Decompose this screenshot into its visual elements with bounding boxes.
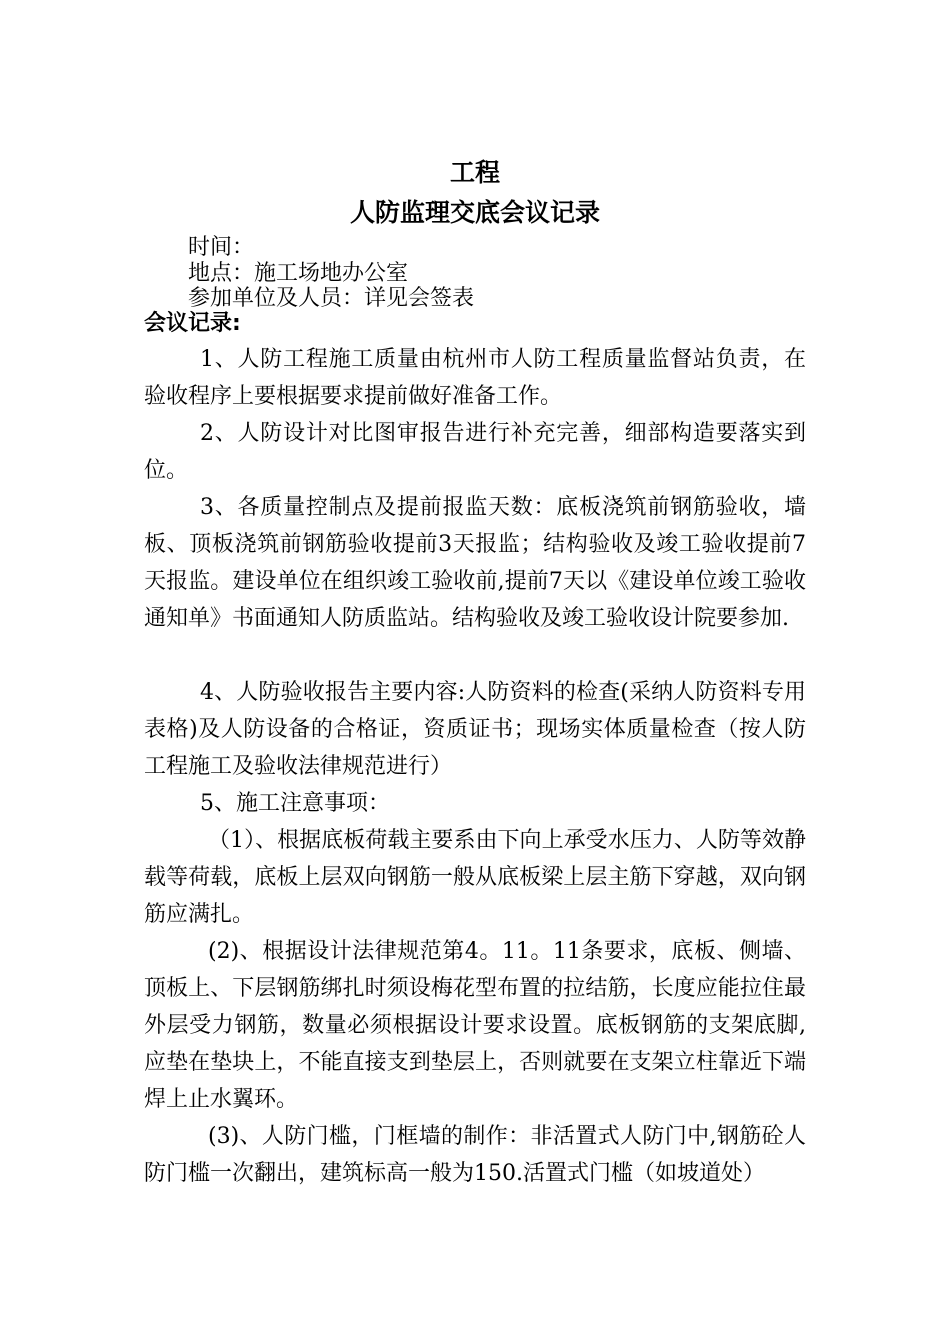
meeting-place: 地点：施工场地办公室 — [188, 261, 409, 286]
paragraph-7: (2)、根据设计法律规范第4。11。11条要求，底板、侧墙、顶板上、下层钢筋绑扎时须设梅花型布置的拉结筋，长度应能拉住最外层受力钢筋，数量必须根据设计要求设置。底板钢筋的支架底脚,应垫在垫块上，不能直接支到垫层上，否则就要在支架立柱靠近下端焊上止水翼环。 — [144, 939, 806, 1112]
document-title: 工程 — [449, 158, 500, 187]
document-subtitle: 人防监理交底会议记录 — [349, 198, 600, 227]
meeting-participants: 参加单位及人员：详见会签表 — [188, 286, 475, 311]
meeting-time: 时间： — [188, 235, 255, 260]
paragraph-2: 2、人防设计对比图审报告进行补充完善，细部构造要落实到位。 — [144, 421, 806, 483]
paragraph-3: 3、各质量控制点及提前报监天数：底板浇筑前钢筋验收，墙板、顶板浇筑前钢筋验收提前3天报监；结构验收及竣工验收提前7天报监。建设单位在组织竣工验收前,提前7天以《建设单位竣工验收通知单》书面通知人防质监站。结构验收及竣工验收设计院要参加. — [144, 495, 806, 631]
paragraph-4: 4、人防验收报告主要内容:人防资料的检查(采纳人防资料专用表格)及人防设备的合格证，资质证书；现场实体质量检查（按人防工程施工及验收法律规范进行） — [144, 680, 806, 779]
paragraph-6: （1）、根据底板荷载主要系由下向上承受水压力、人防等效静载等荷载，底板上层双向钢筋一般从底板梁上层主筋下穿越，双向钢筋应满扎。 — [144, 828, 806, 927]
paragraph-1: 1、人防工程施工质量由杭州市人防工程质量监督站负责，在验收程序上要根据要求提前做好准备工作。 — [144, 347, 806, 409]
section-heading: 会议记录: — [144, 311, 241, 336]
paragraph-5: 5、施工注意事项： — [200, 791, 390, 816]
paragraph-8: (3)、人防门槛，门框墙的制作：非活置式人防门中,钢筋砼人防门槛一次翻出，建筑标高一般为150.活置式门槛（如坡道处） — [144, 1124, 806, 1186]
